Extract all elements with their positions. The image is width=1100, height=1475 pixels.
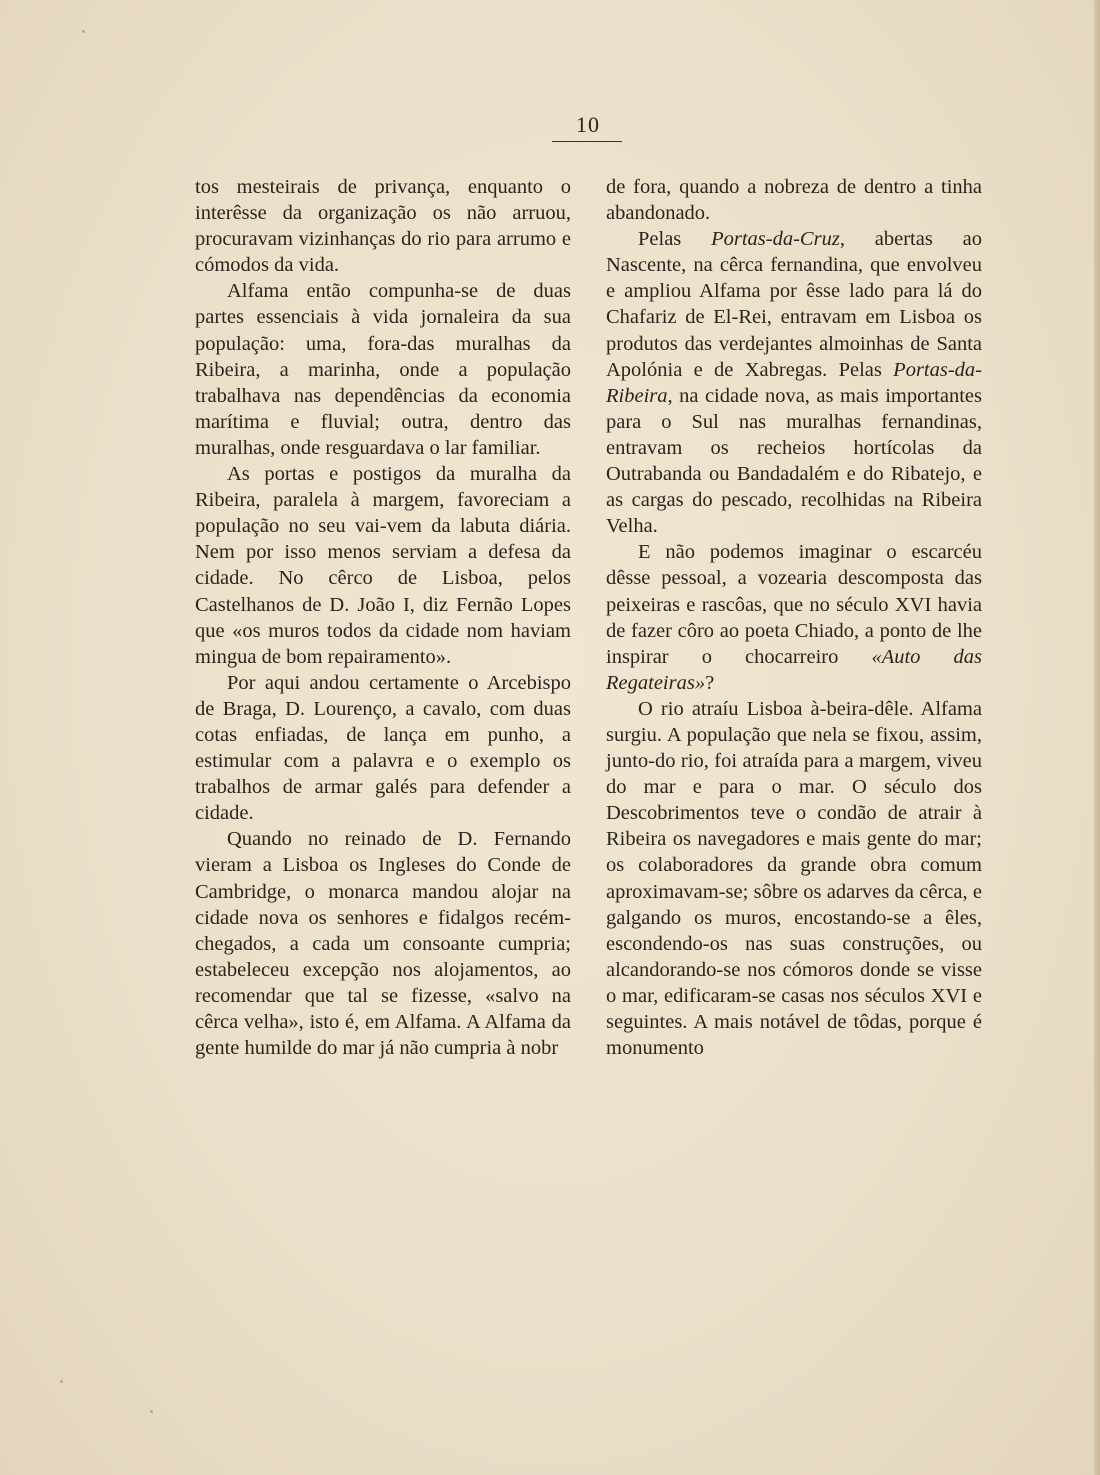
text-run: E não podemos imaginar o escarcéu dêsse pessoal, a vozearia descomposta das peixeiras e rascôas, que no século XVI havia de fazer côro ao poeta Chiado, a ponto de lhe inspirar o chocarreiro — [606, 541, 982, 668]
paragraph: O rio atraíu Lisboa à-beira-dêle. Alfama surgiu. A população que nela se fixou, assim, junto-do rio, foi atraída para a margem, viveu do mar e para o mar. O século dos Descobrimentos teve o condão de atrair à Ribeira os navegadores e mais gente do mar; os colaboradores da grande obra comum aproximavam-se; sôbre os adarves da cêrca, e galgando os muros, encostando-se a êles, escondendo-os nas suas construções, ou alcandorando-se nos cómoros donde se visse o mar, edificaram-se casas nos séculos XVI e seguintes. A mais notável de tôdas, porque é monumento — [606, 697, 982, 1060]
italic-place-name: Portas-da-Ribeira — [606, 358, 982, 407]
text-run: Pelas — [638, 228, 712, 251]
paragraph — [606, 539, 982, 696]
paragraph: As portas e postigos da muralha da Ribeira, paralela à margem, favoreciam a população no seu vai-vem da labuta diária. Nem por isso menos serviam a defesa da cidade. No cêrco de Lisboa, pelos Castelhanos de D. João I, diz Fernão Lopes que «os muros todos da cidade nom haviam mingua de bom repairamento». — [195, 463, 571, 668]
text-run: , abertas ao Nascente, na cêrca fernandina, que envolveu e ampliou Alfama por êsse lado para lá do Chafariz de El-Rei, entravam em Lisboa os produtos das verdejantes almoinhas de Santa Apolónia e de Xabregas. Pelas — [606, 228, 982, 381]
left-text-column — [195, 174, 571, 1061]
paper-speck — [60, 1380, 63, 1383]
paper-speck — [150, 1410, 153, 1413]
text-run: ? — [705, 671, 715, 694]
right-text-column — [606, 174, 982, 1061]
paragraph: Quando no reinado de D. Fernando vieram a Lisboa os Ingleses do Conde de Cambridge, o monarca mandou alojar na cidade nova os senhores e fidalgos recém-chegados, a cada um consoante cumpria; estabeleceu excepção nos alojamentos, ao recomendar que tal se fizesse, «salvo na cêrca velha», isto é, em Alfama. A Alfama da gente humilde do mar já não cumpria à nobr — [195, 828, 571, 1060]
page-number-rule — [552, 141, 622, 142]
italic-work-title: «Auto das Regateiras» — [606, 645, 982, 694]
page-edge — [1094, 0, 1100, 1475]
page-number: 10 — [576, 112, 600, 137]
paragraph: tos mesteirais de privança, enquanto o interêsse da organização os não arruou, procuravam vizinhanças do rio para arrumo e cómodos da vida. — [195, 176, 571, 277]
paragraph: Por aqui andou certamente o Arcebispo de Braga, D. Lourenço, a cavalo, com duas cotas enfiadas, de lança em punho, a estimular com a palavra e o exemplo os trabalhos de armar galés para defender a cidade. — [195, 671, 571, 825]
paragraph: Alfama então compunha-se de duas partes essenciais à vida jornaleira da sua população: uma, fora-das muralhas da Ribeira, a marinha, onde a população trabalhava nas dependências da economia marítima e fluvial; outra, dentro das muralhas, onde resguardava o lar familiar. — [195, 280, 571, 459]
italic-place-name: Portas-da-Cruz — [711, 228, 840, 251]
paragraph: de fora, quando a nobreza de dentro a tinha abandonado. — [606, 176, 982, 225]
text-run: , na cidade nova, as mais importantes para o Sul nas muralhas fernandinas, entravam os recheios hortícolas da Outrabanda ou Bandadalém e do Ribatejo, e as cargas do pescado, recolhidas na Ribeira Velha. — [606, 384, 982, 538]
paper-speck — [82, 30, 85, 33]
paragraph — [606, 226, 982, 539]
